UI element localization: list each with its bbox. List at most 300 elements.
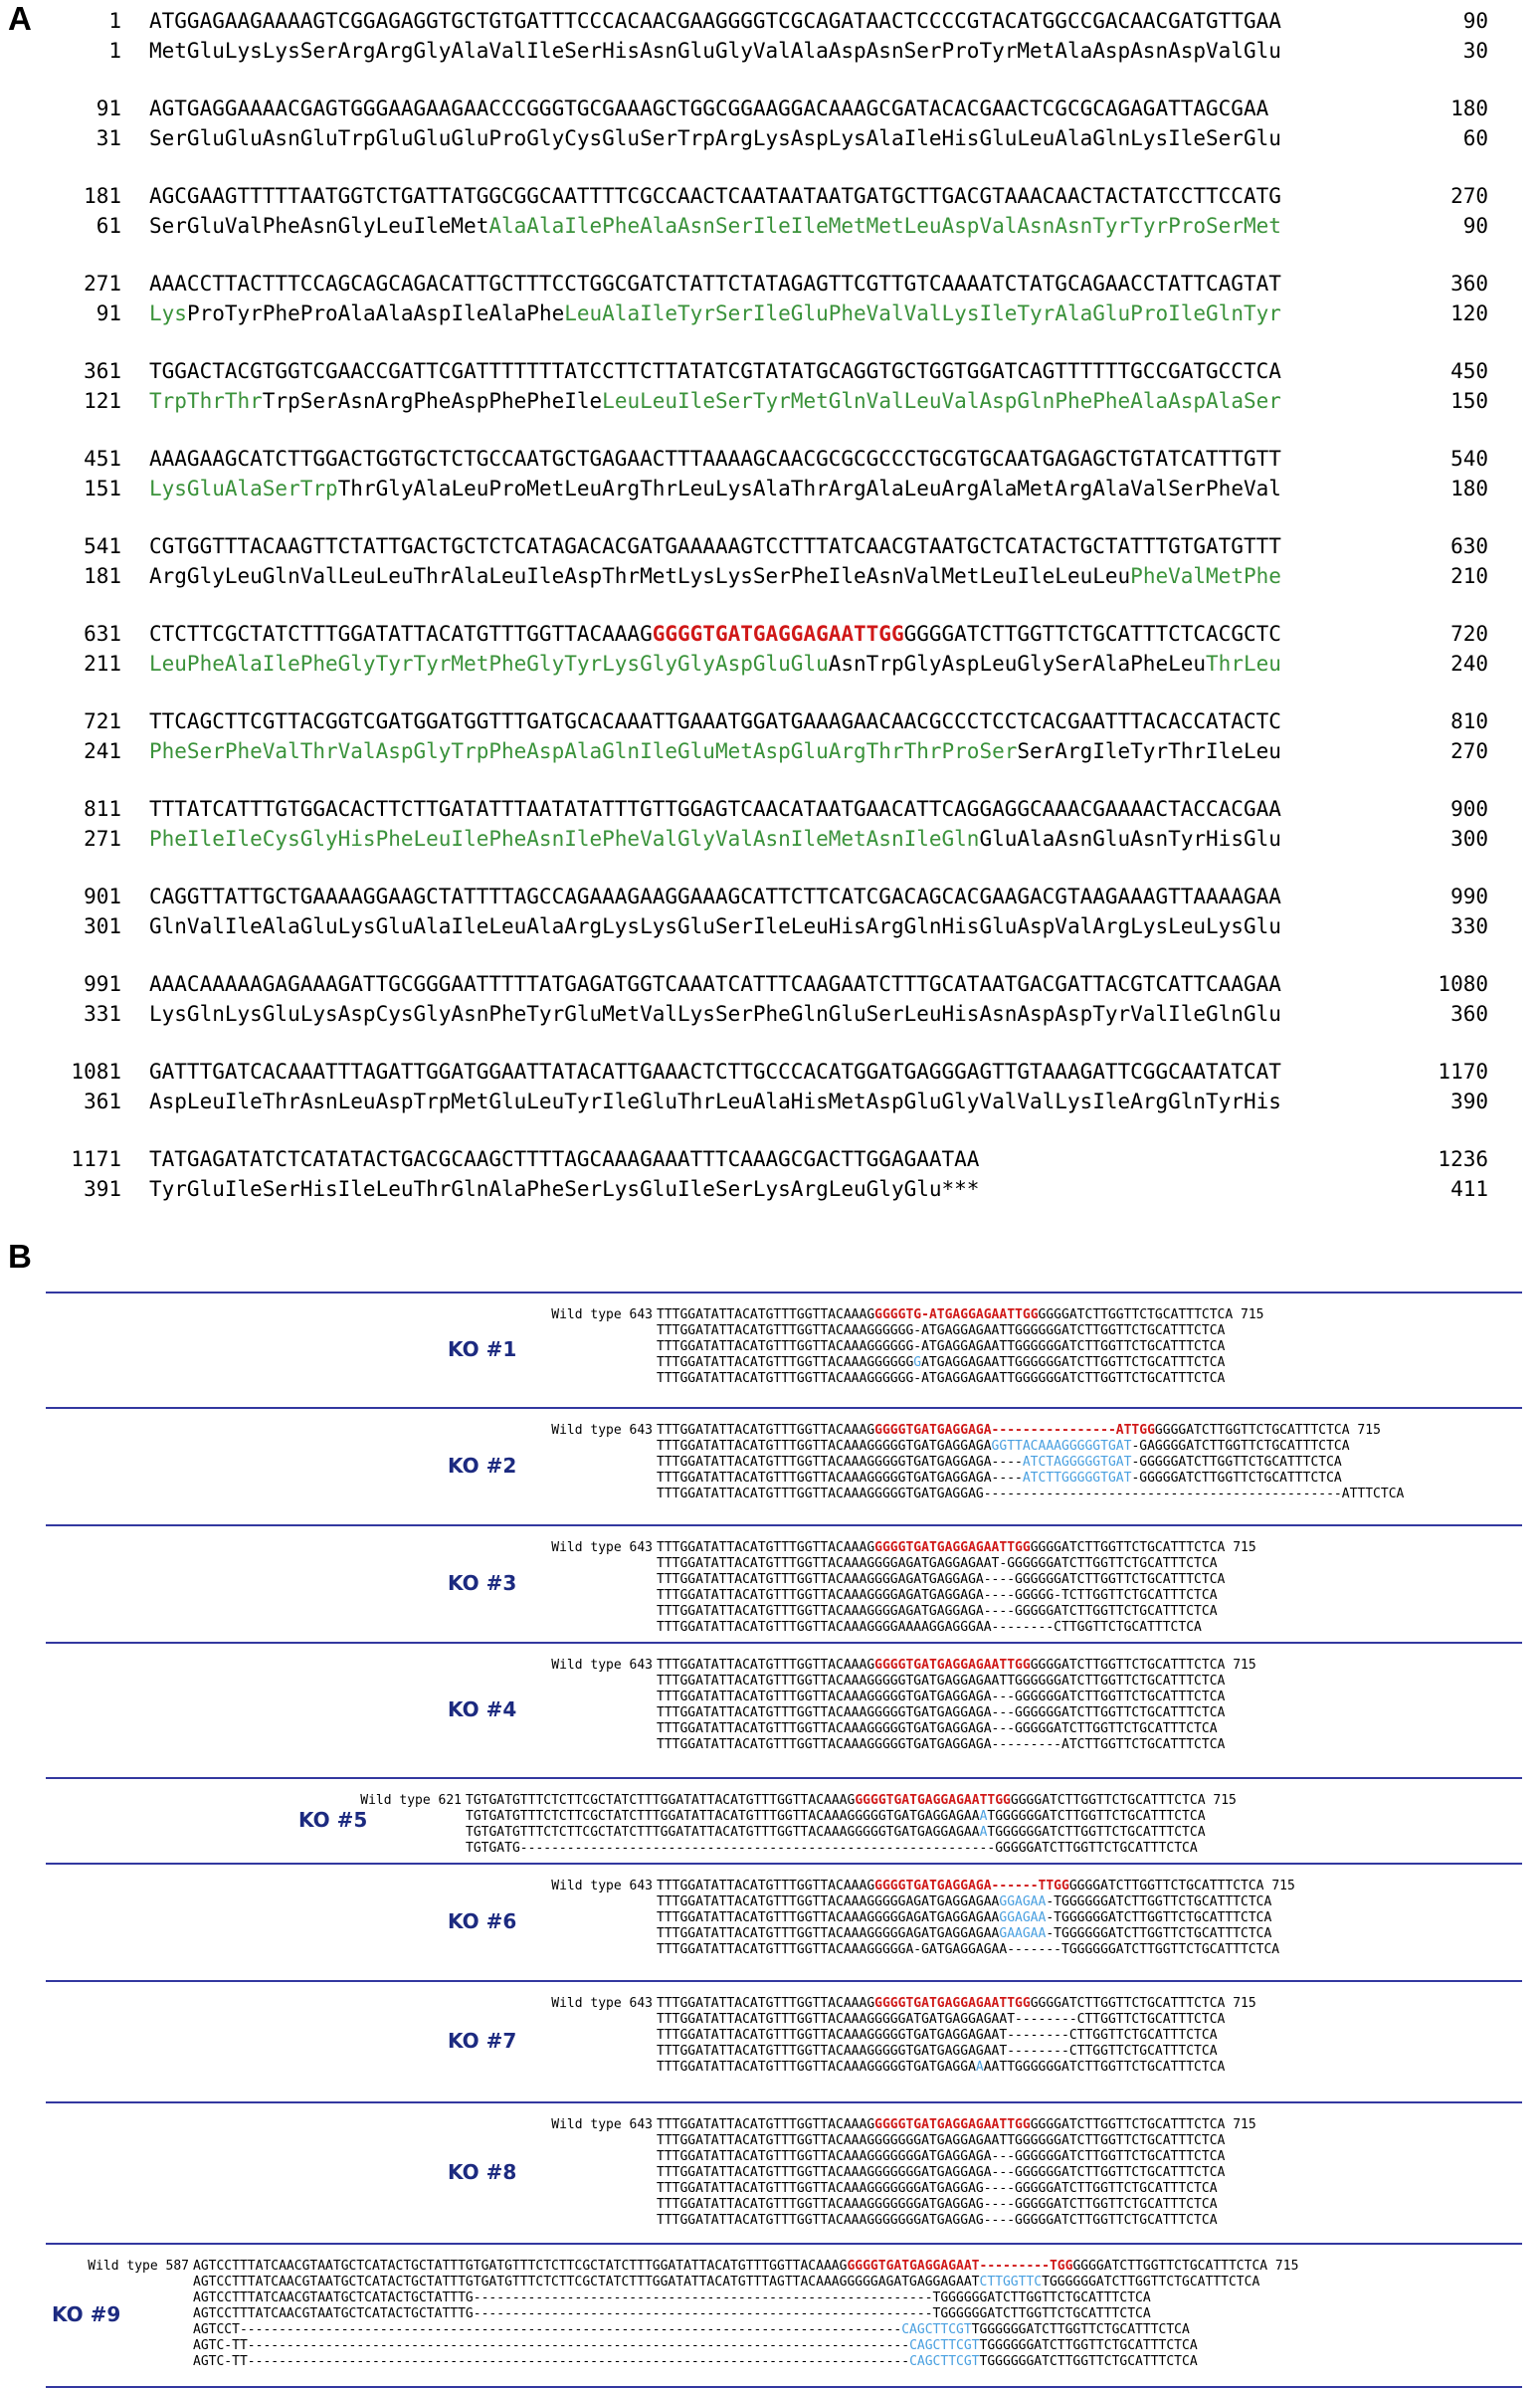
wild-type-label: Wild type 643 bbox=[551, 1423, 653, 1438]
sequence-segment-blue: GGAGAA bbox=[999, 1910, 1047, 1925]
sequence-segment-black: ATGGAGAAGAAAAGTCGGAGAGGTGCTGTGATTTCCCACAACGAAGGGGTCGCAGATAACTCCCCGTACATGGCCGACAACGATGTTGAA bbox=[149, 9, 1281, 33]
start-position: 631 bbox=[84, 622, 121, 646]
mutant-allele-sequence bbox=[657, 1455, 1342, 1471]
alignment-block bbox=[0, 2117, 1540, 2229]
sequence-segment-black: AGTCCTTTATCAACGTAATGCTCATACTGCTATTTG-----------------------------------------------------------TGGGGGGATCTTGGTTCTGCATTTCTCA bbox=[193, 2306, 1151, 2321]
sequence-text bbox=[149, 736, 1281, 766]
sequence-segment-black: -GAGGGGATCTTGGTTCTGCATTTCTCA bbox=[1131, 1439, 1350, 1454]
sequence-segment-black: TGGGGGGATCTTGGTTCTGCATTTCTCA bbox=[987, 1825, 1206, 1840]
sequence-segment-black: -GGGGGATCTTGGTTCTGCATTTCTCA bbox=[1131, 1471, 1342, 1486]
sequence-segment-black: TTTGGATATTACATGTTTGGTTACAAAGGGGGTGATGAGGAGA---GGGGGGATCTTGGTTCTGCATTTCTCA bbox=[657, 1705, 1226, 1720]
sequence-segment-blue: CAGCTTCGT bbox=[909, 2338, 980, 2353]
sequence-segment-black: TGGGGGGATCTTGGTTCTGCATTTCTCA bbox=[987, 1809, 1206, 1824]
sequence-text bbox=[149, 181, 1281, 211]
sequence-block bbox=[0, 1144, 1540, 1204]
mutant-allele-sequence bbox=[657, 1439, 1350, 1455]
sequence-segment-green: AlaAlaIlePheAlaAsnSerIleIleMetMetLeuAspValAsnAsnTyrTyrProSerMet bbox=[488, 214, 1281, 238]
sequence-segment-black: ThrGlyAlaLeuProMetLeuArgThrLeuLysAlaThrArgAlaLeuArgAlaMetArgAlaValSerPheVal bbox=[337, 477, 1281, 500]
sequence-segment-black: TTTGGATATTACATGTTTGGTTACAAAGGGGGTGATGAGGAGA---GGGGGGATCTTGGTTCTGCATTTCTCA bbox=[657, 1690, 1226, 1704]
sequence-text bbox=[149, 1144, 979, 1174]
sequence-segment-black: AAACCTTACTTTCCAGCAGCAGACATTGCTTTCCTGGCGATCTATTCTATAGAGTTCGTTGTCAAAATCTATGCAGAACCTATTCAGTAT bbox=[149, 272, 1281, 296]
mutant-allele-sequence bbox=[657, 1487, 1404, 1502]
sequence-segment-black: CTCTTCGCTATCTTTGGATATTACATGTTTGGTTACAAAG bbox=[149, 622, 653, 646]
sequence-segment-black: TTTGGATATTACATGTTTGGTTACAAAGGGGGAGATGAGGAGAA bbox=[657, 1894, 1000, 1909]
nucleotide-line bbox=[0, 706, 1540, 736]
mutant-allele-sequence bbox=[657, 1339, 1225, 1355]
sequence-segment-black: AGTCCTTTATCAACGTAATGCTCATACTGCTATTTGTGATGTTTCTCTTCGCTATCTTTGGATATTACATGTTTGGTTACAAAG bbox=[193, 2259, 848, 2274]
end-position: 270 bbox=[1450, 184, 1488, 208]
sequence-segment-black: TGTGATGTTTCTCTTCGCTATCTTTGGATATTACATGTTTGGTTACAAAG bbox=[466, 1793, 856, 1808]
mutant-allele-sequence bbox=[657, 1471, 1342, 1487]
sequence-segment-red: GGGGTGATGAGGAGAAT---------TGG bbox=[847, 2259, 1073, 2274]
sequence-segment-black: AspLeuIleThrAsnLeuAspTrpMetGluLeuTyrIleGluThrLeuAlaHisMetAspGluGlyValValLysIleArgGlnTyrHis bbox=[149, 1090, 1281, 1113]
sequence-segment-black: SerArgIleTyrThrIleLeu bbox=[1017, 739, 1281, 763]
wild-type-label: Wild type 643 bbox=[551, 1996, 653, 2011]
end-position: 360 bbox=[1450, 272, 1488, 296]
sequence-segment-blue: A bbox=[979, 1809, 988, 1824]
alignment-block bbox=[0, 1996, 1540, 2076]
start-position: 361 bbox=[84, 1090, 121, 1113]
sequence-block bbox=[0, 706, 1540, 766]
sequence-segment-black: GGGGATCTTGGTTCTGCATTTCTCA bbox=[1154, 1423, 1350, 1438]
sequence-segment-green: LysGluAlaSerTrp bbox=[149, 477, 338, 500]
wild-type-end-position: 715 bbox=[1225, 2117, 1256, 2132]
sequence-segment-black: TrpSerAsnArgPheAspPhePheIle bbox=[262, 389, 603, 413]
end-position: 210 bbox=[1450, 564, 1488, 588]
mutant-allele-sequence bbox=[657, 2060, 1225, 2076]
end-position: 60 bbox=[1462, 126, 1488, 150]
sequence-segment-black: GATTTGATCACAAATTTAGATTGGATGGAATTATACATTGAAACTCTTGCCCACATGGATGAGGGAGTTGTAAAGATTCGGCAATATCAT bbox=[149, 1060, 1281, 1084]
start-position: 91 bbox=[96, 97, 121, 120]
knockout-label: KO #2 bbox=[448, 1454, 517, 1478]
mutant-allele-sequence bbox=[657, 1371, 1225, 1387]
sequence-segment-black: TTTGGATATTACATGTTTGGTTACAAAG bbox=[657, 1423, 875, 1438]
sequence-segment-black: AGTCCTTTATCAACGTAATGCTCATACTGCTATTTGTGATGTTTCTCTTCGCTATCTTTGGATATTACATGTTTAGTTACAAAGGGGGAGATGAGGAGAAT bbox=[193, 2275, 980, 2289]
sequence-segment-black: GGGGATCTTGGTTCTGCATTTCTCA bbox=[1068, 1879, 1264, 1893]
sequence-segment-black: TGTGATGTTTCTCTTCGCTATCTTTGGATATTACATGTTTGGTTACAAAGGGGGTGATGAGGAGAA bbox=[466, 1825, 980, 1840]
sequence-segment-black: TTTGGATATTACATGTTTGGTTACAAAG bbox=[657, 1658, 875, 1673]
sequence-block bbox=[0, 531, 1540, 591]
knockout-alignment-panel bbox=[0, 1284, 1540, 2388]
sequence-segment-black: GGGGATCTTGGTTCTGCATTTCTCA bbox=[1072, 2259, 1268, 2274]
mutant-allele-sequence bbox=[657, 1620, 1202, 1636]
sequence-segment-red: GGGGTGATGAGGAGAATTGG bbox=[652, 622, 904, 646]
sequence-segment-black: TGGACTACGTGGTCGAACCGATTCGATTTTTTTATCCTTCTTATATCGTATATGCAGGTGCTGGTGGATCAGTTTTTTGCCGATGCCTCA bbox=[149, 359, 1281, 383]
wild-type-label: Wild type 621 bbox=[360, 1793, 462, 1808]
sequence-segment-black: LysGlnLysGluLysAspCysGlyAsnPheTyrGluMetValLysSerPheGlnGluSerLeuHisAsnAspAspTyrValIleGlnGlu bbox=[149, 1002, 1281, 1026]
nucleotide-line bbox=[0, 444, 1540, 474]
start-position: 301 bbox=[84, 914, 121, 938]
start-position: 271 bbox=[84, 272, 121, 296]
sequence-segment-black: TTTGGATATTACATGTTTGGTTACAAAGGGGGATGATGAGGAGAAT--------CTTGGTTCTGCATTTCTCA bbox=[657, 2012, 1226, 2027]
wild-type-end-position: 715 bbox=[1233, 1307, 1264, 1322]
sequence-segment-black: AGTCCTTTATCAACGTAATGCTCATACTGCTATTTG-----------------------------------------------------------TGGGGGGATCTTGGTTCTGCATTTCTCA bbox=[193, 2290, 1151, 2305]
sequence-text bbox=[149, 444, 1281, 474]
end-position: 1170 bbox=[1438, 1060, 1488, 1084]
sequence-segment-red: GGGGTGATGAGGAGA----------------ATTGG bbox=[874, 1423, 1155, 1438]
end-position: 810 bbox=[1450, 709, 1488, 733]
sequence-segment-black: TTTGGATATTACATGTTTGGTTACAAAGGGGGGGATGAGGAGAATTGGGGGGATCTTGGTTCTGCATTTCTCA bbox=[657, 2133, 1226, 2148]
knockout-label: KO #4 bbox=[448, 1697, 517, 1721]
sequence-segment-black: TTTATCATTTGTGGACACTTCTTGATATTTAATATATTTGTTGGAGTCAACATAATGAACATTCAGGAGGCAAACGAAAACTACCACGAA bbox=[149, 797, 1281, 821]
mutant-allele-sequence bbox=[193, 2338, 1198, 2354]
start-position: 991 bbox=[84, 972, 121, 996]
sequence-segment-green: PheIleIleCysGlyHisPheLeuIlePheAsnIlePheValGlyValAsnIleMetAsnIleGln bbox=[149, 827, 980, 851]
mutant-allele-sequence bbox=[193, 2322, 1190, 2338]
knockout-label: KO #7 bbox=[448, 2029, 517, 2053]
sequence-segment-black: TTTGGATATTACATGTTTGGTTACAAAGGGGGTGATGAGGAG----------------------------------------------ATTTCTCA bbox=[657, 1487, 1405, 1501]
sequence-block bbox=[0, 269, 1540, 328]
mutant-allele-sequence bbox=[657, 1674, 1225, 1690]
end-position: 900 bbox=[1450, 797, 1488, 821]
sequence-segment-black: GGGGATCTTGGTTCTGCATTTCTCA bbox=[1010, 1793, 1206, 1808]
sequence-segment-black: TTTGGATATTACATGTTTGGTTACAAAG bbox=[657, 2117, 875, 2132]
sequence-text bbox=[149, 1087, 1281, 1116]
nucleotide-line bbox=[0, 6, 1540, 36]
sequence-segment-black: TGGGGGGATCTTGGTTCTGCATTTCTCA bbox=[1042, 2275, 1260, 2289]
mutant-allele-sequence bbox=[657, 1572, 1225, 1588]
knockout-label: KO #9 bbox=[52, 2302, 121, 2326]
sequence-segment-black: TGTGATGTTTCTCTTCGCTATCTTTGGATATTACATGTTTGGTTACAAAGGGGGTGATGAGGAGAA bbox=[466, 1809, 980, 1824]
wild-type-label: Wild type 643 bbox=[551, 1540, 653, 1555]
end-position: 450 bbox=[1450, 359, 1488, 383]
wild-type-end-position: 715 bbox=[1225, 1996, 1256, 2011]
sequence-segment-black: GGGGATCTTGGTTCTGCATTTCTCACGCTC bbox=[903, 622, 1281, 646]
mutant-allele-sequence bbox=[657, 1910, 1271, 1926]
sequence-segment-black: TTTGGATATTACATGTTTGGTTACAAAGGGGGTGATGAGGA bbox=[657, 2060, 976, 2075]
sequence-text bbox=[149, 824, 1281, 854]
mutant-allele-sequence bbox=[657, 1737, 1225, 1753]
sequence-text bbox=[149, 649, 1281, 679]
sequence-text bbox=[149, 211, 1281, 241]
sequence-block bbox=[0, 94, 1540, 153]
sequence-segment-blue: ATCTAGGGGGTGAT bbox=[1022, 1455, 1132, 1470]
nucleotide-line bbox=[0, 94, 1540, 123]
wild-type-label: Wild type 643 bbox=[551, 1879, 653, 1893]
sequence-block bbox=[0, 181, 1540, 241]
section-divider bbox=[46, 1777, 1522, 1779]
nucleotide-line bbox=[0, 794, 1540, 824]
alignment-block bbox=[0, 1423, 1540, 1502]
sequence-segment-black: TGGGGGGATCTTGGTTCTGCATTTCTCA bbox=[979, 2354, 1198, 2369]
end-position: 30 bbox=[1462, 39, 1488, 63]
end-position: 540 bbox=[1450, 447, 1488, 471]
wild-type-sequence bbox=[657, 1879, 1295, 1894]
end-position: 240 bbox=[1450, 652, 1488, 676]
sequence-segment-black: AAAGAAGCATCTTGGACTGGTGCTCTGCCAATGCTGAGAACTTTAAAAGCAACGCGCGCCCTGCGTGCAATGAGAGCTGTATCATTTGTT bbox=[149, 447, 1281, 471]
wild-type-label: Wild type 587 bbox=[88, 2259, 189, 2274]
amino-acid-line bbox=[0, 1087, 1540, 1116]
section-divider bbox=[46, 2243, 1522, 2245]
wild-type-sequence bbox=[657, 1307, 1264, 1323]
sequence-segment-black: TGGGGGGATCTTGGTTCTGCATTTCTCA bbox=[971, 2322, 1190, 2337]
mutant-allele-sequence bbox=[193, 2306, 1151, 2322]
mutant-allele-sequence bbox=[657, 2044, 1218, 2060]
nucleotide-line bbox=[0, 531, 1540, 561]
amino-acid-line bbox=[0, 36, 1540, 66]
start-position: 451 bbox=[84, 447, 121, 471]
sequence-segment-blue: CAGCTTCGT bbox=[901, 2322, 972, 2337]
sequence-segment-black: TTTGGATATTACATGTTTGGTTACAAAGGGGGG bbox=[657, 1355, 914, 1370]
sequence-text bbox=[149, 1174, 979, 1204]
nucleotide-line bbox=[0, 1144, 1540, 1174]
end-position: 720 bbox=[1450, 622, 1488, 646]
sequence-segment-black: TTTGGATATTACATGTTTGGTTACAAAGGGGGTGATGAGGAGA---- bbox=[657, 1455, 1023, 1470]
sequence-segment-black: -TGGGGGGATCTTGGTTCTGCATTTCTCA bbox=[1046, 1910, 1272, 1925]
sequence-segment-black: GGGGATCTTGGTTCTGCATTTCTCA bbox=[1030, 1658, 1226, 1673]
nucleotide-line bbox=[0, 619, 1540, 649]
sequence-segment-black: AGCGAAGTTTTTAATGGTCTGATTATGGCGGCAATTTTCGCCAACTCAATAATAATGATGCTTGACGTAAACAACTACTATCCTTCCATG bbox=[149, 184, 1281, 208]
sequence-segment-black: GGGGATCTTGGTTCTGCATTTCTCA bbox=[1030, 2117, 1226, 2132]
sequence-segment-green: Lys bbox=[149, 301, 187, 325]
sequence-segment-black: TyrGluIleSerHisIleLeuThrGlnAlaPheSerLysGluIleSerLysArgLeuGlyGlu*** bbox=[149, 1177, 980, 1201]
sequence-segment-black: TTTGGATATTACATGTTTGGTTACAAAGGGGAAAAGGAGGGAA--------CTTGGTTCTGCATTTCTCA bbox=[657, 1620, 1202, 1635]
wild-type-label: Wild type 643 bbox=[551, 1307, 653, 1322]
wild-type-sequence bbox=[657, 1658, 1256, 1674]
end-position: 90 bbox=[1462, 214, 1488, 238]
sequence-segment-black: TTTGGATATTACATGTTTGGTTACAAAGGGGAGATGAGGAGA----GGGGGGATCTTGGTTCTGCATTTCTCA bbox=[657, 1572, 1226, 1587]
amino-acid-line bbox=[0, 736, 1540, 766]
sequence-block bbox=[0, 444, 1540, 503]
sequence-segment-black: TTTGGATATTACATGTTTGGTTACAAAGGGGGTGATGAGGAGA---------ATCTTGGTTCTGCATTTCTCA bbox=[657, 1737, 1226, 1752]
sequence-segment-black: TTTGGATATTACATGTTTGGTTACAAAGGGGGAGATGAGGAGAA bbox=[657, 1926, 1000, 1941]
end-position: 270 bbox=[1450, 739, 1488, 763]
sequence-segment-black: -GGGGGATCTTGGTTCTGCATTTCTCA bbox=[1131, 1455, 1342, 1470]
start-position: 811 bbox=[84, 797, 121, 821]
wild-type-end-position: 715 bbox=[1205, 1793, 1237, 1808]
sequence-segment-black: TTTGGATATTACATGTTTGGTTACAAAG bbox=[657, 1879, 875, 1893]
sequence-segment-black: TTCAGCTTCGTTACGGTCGATGGATGGTTTGATGCACAAATTGAAATGGATGAAAGAACAACGCCCTCCTCACGAATTTACACCATACTC bbox=[149, 709, 1281, 733]
sequence-segment-red: GGGGTGATGAGGAGAATTGG bbox=[874, 1996, 1031, 2011]
sequence-segment-black: TTTGGATATTACATGTTTGGTTACAAAGGGGAGATGAGGAGA----GGGGG-TCTTGGTTCTGCATTTCTCA bbox=[657, 1588, 1218, 1603]
sequence-segment-black: CGTGGTTTACAAGTTCTATTGACTGCTCTCATAGACACGATGAAAAAGTCCTTTATCAACGTAATGCTCATACTGCTATTTGTGATGTTT bbox=[149, 534, 1281, 558]
end-position: 990 bbox=[1450, 885, 1488, 908]
sequence-segment-black: TTTGGATATTACATGTTTGGTTACAAAGGGGGTGATGAGGAGA---- bbox=[657, 1471, 1023, 1486]
sequence-segment-green: ThrLeu bbox=[1206, 652, 1281, 676]
end-position: 360 bbox=[1450, 1002, 1488, 1026]
end-position: 150 bbox=[1450, 389, 1488, 413]
alignment-block bbox=[0, 1540, 1540, 1636]
mutant-allele-sequence bbox=[657, 1556, 1218, 1572]
start-position: 181 bbox=[84, 564, 121, 588]
sequence-segment-black: AGTGAGGAAAACGAGTGGGAAGAAGAACCCGGGTGCGAAAGCTGGCGGAAGGACAAAGCGATACACGAACTCGCGCAGAGATTAGCGAA bbox=[149, 97, 1269, 120]
wild-type-sequence bbox=[657, 2117, 1256, 2133]
sequence-block bbox=[0, 619, 1540, 679]
mutant-allele-sequence bbox=[657, 1355, 1225, 1371]
start-position: 31 bbox=[96, 126, 121, 150]
mutant-allele-sequence bbox=[657, 2028, 1218, 2044]
start-position: 391 bbox=[84, 1177, 121, 1201]
sequence-segment-red: GGGGTGATGAGGAGAATTGG bbox=[874, 1658, 1031, 1673]
section-divider bbox=[46, 1407, 1522, 1409]
section-divider bbox=[46, 1863, 1522, 1865]
sequence-segment-black: TTTGGATATTACATGTTTGGTTACAAAGGGGGA-GATGAGGAGAA-------TGGGGGGATCTTGGTTCTGCATTTCTCA bbox=[657, 1942, 1280, 1957]
sequence-segment-black: TATGAGATATCTCATATACTGACGCAAGCTTTTAGCAAAGAAATTTCAAAGCGACTTGGAGAATAA bbox=[149, 1147, 980, 1171]
sequence-segment-blue: CTTGGTTC bbox=[979, 2275, 1043, 2289]
mutant-allele-sequence bbox=[657, 2133, 1225, 2149]
sequence-segment-black: AGTC-TT------------------------------------------------------------------------------------- bbox=[193, 2338, 910, 2353]
start-position: 91 bbox=[96, 301, 121, 325]
sequence-segment-blue: A bbox=[979, 1825, 988, 1840]
sequence-segment-black: TTTGGATATTACATGTTTGGTTACAAAGGGGGAGATGAGGAGAA bbox=[657, 1910, 1000, 1925]
sequence-segment-black: TTTGGATATTACATGTTTGGTTACAAAGGGGGTGATGAGGAGAAT--------CTTGGTTCTGCATTTCTCA bbox=[657, 2044, 1218, 2059]
sequence-segment-black: TTTGGATATTACATGTTTGGTTACAAAG bbox=[657, 1996, 875, 2011]
sequence-segment-black: TTTGGATATTACATGTTTGGTTACAAAGGGGGGGATGAGGAGA---GGGGGGATCTTGGTTCTGCATTTCTCA bbox=[657, 2165, 1226, 2180]
wild-type-sequence bbox=[193, 2259, 1298, 2275]
knockout-label: KO #6 bbox=[448, 1909, 517, 1933]
sequence-segment-black: TGTGATG-------------------------------------------------------------GGGGGATCTTGGTTCTGCATTTCTCA bbox=[466, 1841, 1198, 1856]
sequence-text bbox=[149, 269, 1281, 298]
sequence-text bbox=[149, 969, 1281, 999]
end-position: 630 bbox=[1450, 534, 1488, 558]
nucleotide-line bbox=[0, 181, 1540, 211]
mutant-allele-sequence bbox=[657, 2213, 1218, 2229]
start-position: 1171 bbox=[71, 1147, 121, 1171]
mutant-allele-sequence bbox=[193, 2275, 1259, 2290]
end-position: 180 bbox=[1450, 97, 1488, 120]
sequence-text bbox=[149, 794, 1281, 824]
mutant-allele-sequence bbox=[657, 1705, 1225, 1721]
mutant-allele-sequence bbox=[657, 1690, 1225, 1705]
wild-type-sequence bbox=[466, 1793, 1237, 1809]
sequence-segment-black: TTTGGATATTACATGTTTGGTTACAAAGGGGGG-ATGAGGAGAATTGGGGGGATCTTGGTTCTGCATTTCTCA bbox=[657, 1371, 1226, 1386]
mutant-allele-sequence bbox=[657, 2165, 1225, 2181]
sequence-segment-blue: GAAGAA bbox=[999, 1926, 1047, 1941]
end-position: 300 bbox=[1450, 827, 1488, 851]
sequence-segment-green: LeuPheAlaIlePheGlyTyrTyrMetPheGlyTyrLysGlyGlyAspGluGlu bbox=[149, 652, 829, 676]
mutant-allele-sequence bbox=[466, 1809, 1206, 1825]
nucleotide-line bbox=[0, 1057, 1540, 1087]
section-divider bbox=[46, 1980, 1522, 1982]
sequence-segment-red: GGGGTGATGAGGAGAATTGG bbox=[874, 2117, 1031, 2132]
start-position: 331 bbox=[84, 1002, 121, 1026]
mutant-allele-sequence bbox=[657, 2149, 1225, 2165]
sequence-text bbox=[149, 531, 1281, 561]
end-position: 120 bbox=[1450, 301, 1488, 325]
sequence-segment-blue: G bbox=[913, 1355, 922, 1370]
start-position: 1 bbox=[108, 9, 121, 33]
alignment-block bbox=[0, 1879, 1540, 1958]
sequence-segment-green: TrpThrThr bbox=[149, 389, 263, 413]
sequence-segment-black: CAGGTTATTGCTGAAAAGGAAGCTATTTTAGCCAGAAAGAAGGAAAGCATTCTTCATCGACAGCACGAAGACGTAAGAAAGTTAAAAGAA bbox=[149, 885, 1281, 908]
sequence-segment-black: TTTGGATATTACATGTTTGGTTACAAAGGGGGTGATGAGGAGAAT--------CTTGGTTCTGCATTTCTCA bbox=[657, 2028, 1218, 2043]
sequence-text bbox=[149, 386, 1281, 416]
sequence-text bbox=[149, 882, 1281, 911]
sequence-segment-black: AAACAAAAAGAGAAAGATTGCGGGAATTTTTATGAGATGGTCAAATCATTTCAAGAATCTTTGCATAATGACGATTACGTCATTCAAGAA bbox=[149, 972, 1281, 996]
end-position: 330 bbox=[1450, 914, 1488, 938]
sequence-segment-black: TTTGGATATTACATGTTTGGTTACAAAGGGGGTGATGAGGAGA---GGGGGATCTTGGTTCTGCATTTCTCA bbox=[657, 1721, 1218, 1736]
sequence-segment-black: GGGGATCTTGGTTCTGCATTTCTCA bbox=[1030, 1996, 1226, 2011]
amino-acid-line bbox=[0, 911, 1540, 941]
start-position: 361 bbox=[84, 359, 121, 383]
sequence-segment-red: GGGGTG-ATGAGGAGAATTGG bbox=[874, 1307, 1039, 1322]
sequence-segment-red: GGGGTGATGAGGAGA------TTGG bbox=[874, 1879, 1069, 1893]
sequence-segment-black: -TGGGGGGATCTTGGTTCTGCATTTCTCA bbox=[1046, 1894, 1272, 1909]
wild-type-label: Wild type 643 bbox=[551, 1658, 653, 1673]
sequence-block bbox=[0, 1057, 1540, 1116]
wild-type-sequence bbox=[657, 1540, 1256, 1556]
end-position: 390 bbox=[1450, 1090, 1488, 1113]
sequence-segment-black: TTTGGATATTACATGTTTGGTTACAAAGGGGGG-ATGAGGAGAATTGGGGGGATCTTGGTTCTGCATTTCTCA bbox=[657, 1323, 1226, 1338]
mutant-allele-sequence bbox=[657, 1894, 1271, 1910]
amino-acid-line bbox=[0, 1174, 1540, 1204]
sequence-text bbox=[149, 911, 1281, 941]
alignment-block bbox=[0, 1658, 1540, 1753]
section-divider bbox=[46, 1642, 1522, 1644]
amino-acid-line bbox=[0, 824, 1540, 854]
sequence-segment-black: TTTGGATATTACATGTTTGGTTACAAAGGGGGGGATGAGGAG----GGGGGATCTTGGTTCTGCATTTCTCA bbox=[657, 2181, 1218, 2196]
mutant-allele-sequence bbox=[657, 2181, 1218, 2197]
sequence-segment-red: GGGGTGATGAGGAGAATTGG bbox=[855, 1793, 1011, 1808]
amino-acid-line bbox=[0, 386, 1540, 416]
sequence-segment-black: AATTGGGGGGATCTTGGTTCTGCATTTCTCA bbox=[983, 2060, 1226, 2075]
mutant-allele-sequence bbox=[657, 2197, 1218, 2213]
alignment-block bbox=[0, 2259, 1540, 2370]
nucleotide-line bbox=[0, 882, 1540, 911]
sequence-segment-green: LeuAlaIleTyrSerIleGluPheValValLysIleTyrAlaGluProIleGlnTyr bbox=[564, 301, 1281, 325]
nucleotide-line bbox=[0, 356, 1540, 386]
sequence-text bbox=[149, 356, 1281, 386]
start-position: 271 bbox=[84, 827, 121, 851]
sequence-segment-black: ProTyrPheProAlaAlaAspIleAlaPhe bbox=[186, 301, 565, 325]
start-position: 61 bbox=[96, 214, 121, 238]
sequence-text bbox=[149, 706, 1281, 736]
mutant-allele-sequence bbox=[466, 1825, 1206, 1841]
alignment-block bbox=[0, 1307, 1540, 1387]
sequence-segment-green: PheSerPheValThrValAspGlyTrpPheAspAlaGlnIleGluMetAspGluArgThrThrProSer bbox=[149, 739, 1018, 763]
sequence-segment-black: GGGGATCTTGGTTCTGCATTTCTCA bbox=[1030, 1540, 1226, 1555]
knockout-label: KO #8 bbox=[448, 2160, 517, 2184]
end-position: 1236 bbox=[1438, 1147, 1488, 1171]
sequence-segment-green: PheValMetPhe bbox=[1130, 564, 1281, 588]
sequence-segment-black: TTTGGATATTACATGTTTGGTTACAAAGGGGAGATGAGGAGA----GGGGGATCTTGGTTCTGCATTTCTCA bbox=[657, 1604, 1218, 1619]
start-position: 1 bbox=[108, 39, 121, 63]
sequence-segment-black: TTTGGATATTACATGTTTGGTTACAAAGGGGGGGATGAGGAG----GGGGGATCTTGGTTCTGCATTTCTCA bbox=[657, 2213, 1218, 2228]
amino-acid-line bbox=[0, 123, 1540, 153]
amino-acid-line bbox=[0, 474, 1540, 503]
amino-acid-line bbox=[0, 999, 1540, 1029]
sequence-segment-red: GGGGTGATGAGGAGAATTGG bbox=[874, 1540, 1031, 1555]
sequence-segment-black: AGTC-TT------------------------------------------------------------------------------------- bbox=[193, 2354, 910, 2369]
mutant-allele-sequence bbox=[657, 1721, 1218, 1737]
wild-type-end-position: 715 bbox=[1349, 1423, 1381, 1438]
sequence-segment-black: ArgGlyLeuGlnValLeuLeuThrAlaLeuIleAspThrMetLysLysSerPheIleAsnValMetLeuIleLeuLeu bbox=[149, 564, 1131, 588]
start-position: 901 bbox=[84, 885, 121, 908]
nucleotide-line bbox=[0, 969, 1540, 999]
sequence-text bbox=[149, 123, 1281, 153]
mutant-allele-sequence bbox=[657, 1588, 1218, 1604]
sequence-text bbox=[149, 474, 1281, 503]
section-divider bbox=[46, 1292, 1522, 1294]
wild-type-end-position: 715 bbox=[1225, 1658, 1256, 1673]
end-position: 180 bbox=[1450, 477, 1488, 500]
sequence-segment-black: AsnTrpGlyAspLeuGlySerAlaPheLeu bbox=[828, 652, 1207, 676]
wild-type-end-position: 715 bbox=[1267, 2259, 1299, 2274]
nucleotide-line bbox=[0, 269, 1540, 298]
alignment-block bbox=[0, 1793, 1540, 1857]
sequence-segment-black: AGTCCT------------------------------------------------------------------------------------- bbox=[193, 2322, 902, 2337]
wild-type-sequence bbox=[657, 1423, 1381, 1439]
sequence-segment-blue: ATCTTGGGGGTGAT bbox=[1022, 1471, 1132, 1486]
sequence-text bbox=[149, 6, 1281, 36]
start-position: 121 bbox=[84, 389, 121, 413]
mutant-allele-sequence bbox=[657, 2012, 1225, 2028]
sequence-segment-black: ATGAGGAGAATTGGGGGGATCTTGGTTCTGCATTTCTCA bbox=[921, 1355, 1226, 1370]
section-divider bbox=[46, 2101, 1522, 2103]
sequence-segment-blue: GGAGAA bbox=[999, 1894, 1047, 1909]
panel-b-label: B bbox=[8, 1238, 32, 1275]
sequence-segment-green: LeuLeuIleSerTyrMetGlnValLeuValAspGlnPhePheAlaAspAlaSer bbox=[602, 389, 1281, 413]
